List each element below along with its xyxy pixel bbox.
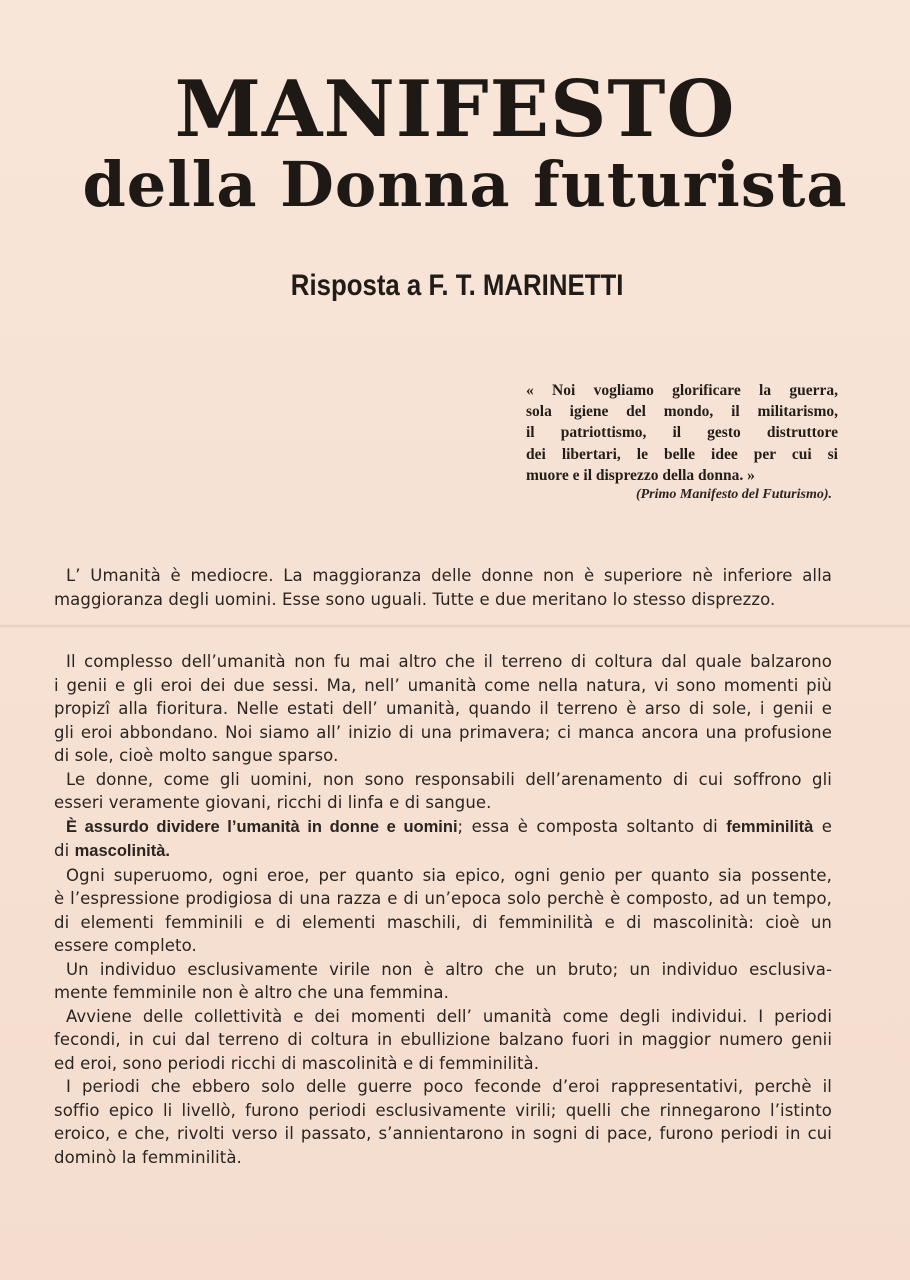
bold-phrase: femminilità (726, 817, 814, 836)
text-line: propizî alla fioritura. Nelle estati dell’ umanità, quando il terreno è arso di sole, i genii e (54, 699, 832, 718)
text-line: dominò la femminilità. (54, 1147, 242, 1167)
text-line: di sole, cioè molto sangue sparso. (54, 746, 339, 765)
text-line: I periodi che ebbero solo delle guerre poco feconde d’eroi rappresentativi, perchè il (66, 1077, 832, 1096)
emphasis-line (54, 839, 832, 864)
text-line: i genii e gli eroi dei due sessi. Ma, nell’ umanità come nella natura, vi sono momenti più (54, 675, 832, 695)
text-line: Avviene delle collettività e dei momenti dell’ umanità come degli individui. I periodi (66, 1006, 832, 1026)
text-line: Ogni superuomo, ogni eroe, per quanto sia epico, ogni genio per quanto sia possente, (66, 865, 832, 885)
text-line: gli eroi abbondano. Noi siamo all’ inizio di una primavera; ci manca ancora una profusione (54, 722, 832, 742)
body-section (54, 650, 832, 1169)
text-span: di (54, 841, 70, 860)
epigraph-line: il patriottismo, il gesto distruttore (526, 424, 838, 442)
text-line: fecondi, in cui dal terreno di coltura in ebullizione balzano fuori in maggior numero genii (54, 1030, 832, 1049)
bold-phrase: mascolinità. (74, 842, 170, 860)
epigraph-line: dei libertari, le belle idee per cui si (526, 445, 838, 463)
epigraph-line: sola igiene del mondo, il militarismo, (526, 403, 838, 421)
paper-fold-crease (0, 624, 910, 628)
bold-phrase: È assurdo dividere l’umanità in donne e uomini (66, 817, 458, 836)
epigraph-line: « Noi vogliamo glorificare la guerra, (526, 382, 838, 399)
manifesto-title: MANIFESTO (174, 64, 736, 155)
text-line: Le donne, come gli uomini, non sono responsabili dell’arenamento di cui soffrono gli (66, 769, 832, 789)
intro-paragraph (54, 564, 832, 611)
manifesto-subtitle: della Donna futurista (82, 148, 848, 221)
text-line: essere completo. (54, 936, 197, 955)
text-line: eroico, e che, rivolti verso il passato, s’annientarono in sogni di pace, furono periodi in cui (54, 1124, 832, 1143)
text-line: esseri veramente giovani, ricchi di linfa e di sangue. (54, 793, 492, 812)
text-line: mente femminile non è altro che una femmina. (54, 983, 449, 1002)
emphasis-line (54, 815, 832, 840)
epigraph-source: (Primo Manifesto del Futurismo). (635, 487, 832, 502)
text-span: ; essa è composta soltanto di (457, 816, 718, 836)
text-line: maggioranza degli uomini. Esse sono uguali. Tutte e due meritano lo stesso disprezzo. (54, 589, 776, 609)
epigraph-quote (526, 380, 838, 486)
text-line: di elementi femminili e di elementi maschili, di femminilità e di mascolinità: cioè un (54, 912, 832, 932)
text-line: è l’espressione prodigiosa di una razza e di un’epoca solo perchè è composto, ad un tempo, (54, 889, 832, 908)
text-line: ed eroi, sono periodi ricchi di mascolinità e di femminilità. (54, 1053, 540, 1073)
epigraph-line: muore e il disprezzo della donna. » (526, 466, 755, 484)
reply-line: Risposta a F. T. MARINETTI (290, 269, 624, 302)
text-span: e (821, 816, 832, 836)
text-line: Un individuo esclusivamente virile non è altro che un bruto; un individuo esclusiva- (66, 959, 832, 979)
text-line: Il complesso dell’umanità non fu mai altro che il terreno di coltura dal quale balzarono (66, 652, 832, 671)
text-line: soffio epico li livellò, furono periodi esclusivamente virili; quelli che rinnegarono l’istinto (54, 1100, 832, 1120)
text-line: L’ Umanità è mediocre. La maggioranza delle donne non è superiore nè inferiore alla (66, 566, 832, 585)
